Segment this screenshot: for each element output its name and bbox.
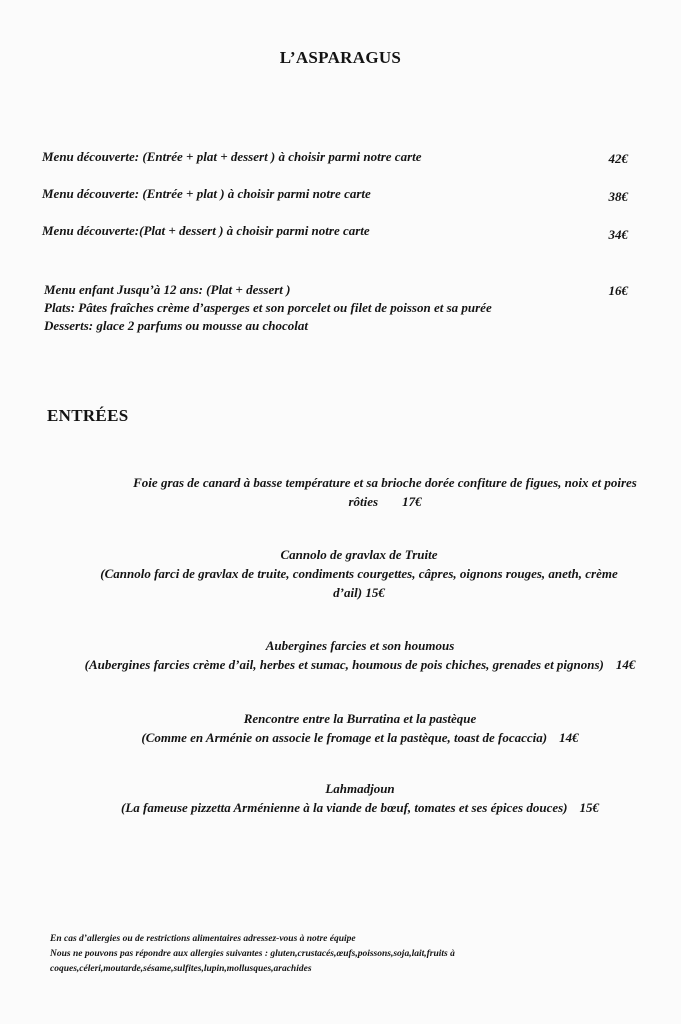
menu-decouverte-entree-plat-price: 38€: [608, 189, 628, 204]
entree-burratina-name: Rencontre entre la Burratina et la pastèque: [243, 711, 477, 726]
kids-menu: [44, 281, 492, 335]
entree-cannolo: [55, 545, 663, 602]
menu-decouverte-entree-plat: Menu découverte: (Entrée + plat ) à choisir parmi notre carte: [42, 186, 371, 201]
entree-cannolo-price: 15€: [365, 585, 385, 600]
menu-decouverte-3-courses: Menu découverte: (Entrée + plat + dessert ) à choisir parmi notre carte: [42, 149, 422, 164]
kids-menu-label: Menu enfant Jusqu’à 12 ans: (Plat + dessert ): [44, 282, 291, 297]
restaurant-title: L’ASPARAGUS: [279, 48, 402, 67]
entree-burratina-description: (Comme en Arménie on associe le fromage et la pastèque, toast de focaccia): [141, 730, 548, 745]
entrees-section-title: ENTRÉES: [47, 406, 129, 425]
allergy-notice-line-1: En cas d’allergies ou de restrictions alimentaires adressez-vous à notre équipe: [50, 934, 356, 944]
entree-cannolo-name: Cannolo de gravlax de Truite: [280, 547, 438, 562]
kids-menu-price: 16€: [608, 283, 628, 298]
entree-foie-gras: [95, 473, 675, 511]
entree-foie-gras-description-end: rôties: [348, 494, 379, 509]
entree-lahmadjoun: [40, 779, 680, 817]
entree-burratina-price: 14€: [559, 730, 579, 745]
entree-foie-gras-price: 17€: [402, 494, 422, 509]
entree-aubergines-price: 14€: [615, 657, 636, 672]
entree-cannolo-description-end: d’ail): [333, 585, 363, 600]
allergy-notice-line-2: Nous ne pouvons pas répondre aux allergies suivantes : gluten,crustacés,œufs,poissons,soja,lait,fruits à: [50, 949, 455, 959]
entree-aubergines-description: (Aubergines farcies crème d’ail, herbes et sumac, houmous de pois chiches, grenades et pignons): [84, 657, 604, 672]
entree-lahmadjoun-name: Lahmadjoun: [325, 781, 395, 796]
entree-cannolo-description: (Cannolo farci de gravlax de truite, condiments courgettes, câpres, oignons rouges, aneth, crème: [100, 566, 618, 581]
entree-burratina: [40, 709, 680, 747]
kids-menu-desserts: Desserts: glace 2 parfums ou mousse au chocolat: [44, 318, 308, 333]
kids-menu-plats: Plats: Pâtes fraîches crème d’asperges et son porcelet ou filet de poisson et sa purée: [44, 300, 492, 315]
menu-decouverte-plat-dessert: Menu découverte:(Plat + dessert ) à choisir parmi notre carte: [42, 223, 370, 238]
entree-foie-gras-description: Foie gras de canard à basse température et sa brioche dorée confiture de figues, noix et poires: [133, 475, 637, 490]
entree-aubergines: [40, 636, 680, 674]
entree-lahmadjoun-price: 15€: [579, 800, 600, 815]
menu-decouverte-plat-dessert-price: 34€: [608, 227, 628, 242]
entree-aubergines-name: Aubergines farcies et son houmous: [265, 638, 455, 653]
allergy-notice-line-3: coques,céleri,moutarde,sésame,sulfites,lupin,mollusques,arachides: [50, 964, 312, 974]
menu-decouverte-3-courses-price: 42€: [608, 151, 628, 166]
entree-lahmadjoun-description: (La fameuse pizzetta Arménienne à la viande de bœuf, tomates et ses épices douces): [120, 800, 568, 815]
allergy-notice: [50, 932, 455, 977]
